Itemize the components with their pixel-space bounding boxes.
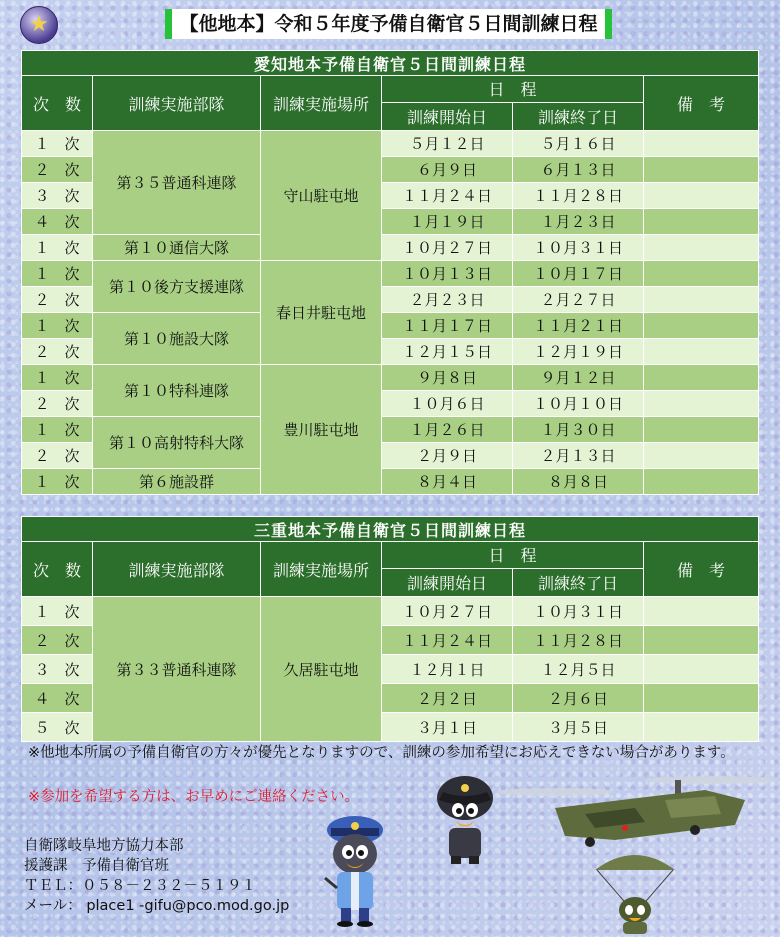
header-schedule: 日 程: [382, 76, 644, 103]
end-date: ２月２７日: [513, 287, 644, 313]
remarks-cell: [644, 713, 759, 742]
remarks-cell: [644, 157, 759, 183]
start-date: １０月６日: [382, 391, 513, 417]
header-schedule: 日 程: [382, 542, 644, 569]
row-count: ２ 次: [22, 157, 93, 183]
unit-cell: 第１０通信大隊: [93, 235, 261, 261]
end-date: １０月３１日: [513, 597, 644, 626]
remarks-cell: [644, 417, 759, 443]
start-date: ９月８日: [382, 365, 513, 391]
emblem-icon: ★: [20, 6, 58, 44]
remarks-cell: [644, 443, 759, 469]
end-date: ３月５日: [513, 713, 644, 742]
start-date: １１月２４日: [382, 183, 513, 209]
header-remarks: 備 考: [644, 76, 759, 131]
start-date: ５月１２日: [382, 131, 513, 157]
end-date: ９月１２日: [513, 365, 644, 391]
unit-cell: 第１０特科連隊: [93, 365, 261, 417]
end-date: １月２３日: [513, 209, 644, 235]
row-count: ２ 次: [22, 391, 93, 417]
contact-tel: ＴＥＬ：０５８－２３２－５１９１: [24, 878, 256, 894]
row-count: １ 次: [22, 235, 93, 261]
start-date: １０月２７日: [382, 597, 513, 626]
mie-schedule-table: [21, 516, 759, 742]
end-date: １２月１９日: [513, 339, 644, 365]
contact-dept: 援護課 予備自衛官班: [24, 858, 169, 874]
contact-block: [24, 836, 289, 916]
remarks-cell: [644, 655, 759, 684]
remarks-cell: [644, 131, 759, 157]
end-date: ８月８日: [513, 469, 644, 495]
start-date: １２月１５日: [382, 339, 513, 365]
row-count: １ 次: [22, 313, 93, 339]
header-start: 訓練開始日: [382, 568, 513, 596]
remarks-cell: [644, 365, 759, 391]
header-start: 訓練開始日: [382, 102, 513, 130]
header-end: 訓練終了日: [513, 102, 644, 130]
header-remarks: 備 考: [644, 542, 759, 597]
end-date: １月３０日: [513, 417, 644, 443]
start-date: ２月９日: [382, 443, 513, 469]
header-count: 次 数: [22, 76, 93, 131]
start-date: １１月２４日: [382, 626, 513, 655]
start-date: ３月１日: [382, 713, 513, 742]
start-date: ２月２日: [382, 684, 513, 713]
row-count: ２ 次: [22, 339, 93, 365]
row-count: １ 次: [22, 365, 93, 391]
contact-early-note: ※参加を希望する方は、お早めにご連絡ください。: [28, 789, 360, 805]
place-cell: 守山駐屯地: [261, 131, 382, 261]
contact-mail: メール： place1 -gifu@pco.mod.go.jp: [24, 898, 290, 914]
end-date: ５月１６日: [513, 131, 644, 157]
unit-cell: 第３３普通科連隊: [93, 597, 261, 742]
priority-note: ※他地本所属の予備自衛官の方々が優先となりますので、訓練の参加希望にお応えできない場合があります。: [28, 745, 735, 761]
remarks-cell: [644, 597, 759, 626]
page-title: 【他地本】令和５年度予備自衛官５日間訓練日程: [165, 9, 612, 39]
row-count: １ 次: [22, 261, 93, 287]
aichi-schedule-table: [21, 50, 759, 495]
unit-cell: 第３５普通科連隊: [93, 131, 261, 235]
unit-cell: 第１０高射特科大隊: [93, 417, 261, 469]
end-date: １０月３１日: [513, 235, 644, 261]
remarks-cell: [644, 391, 759, 417]
remarks-cell: [644, 261, 759, 287]
header-count: 次 数: [22, 542, 93, 597]
end-date: １１月２８日: [513, 626, 644, 655]
unit-cell: 第１０施設大隊: [93, 313, 261, 365]
row-count: ５ 次: [22, 713, 93, 742]
row-count: ４ 次: [22, 684, 93, 713]
start-date: １０月２７日: [382, 235, 513, 261]
row-count: ２ 次: [22, 626, 93, 655]
start-date: １０月１３日: [382, 261, 513, 287]
place-cell: 豊川駐屯地: [261, 365, 382, 495]
remarks-cell: [644, 339, 759, 365]
row-count: ３ 次: [22, 183, 93, 209]
row-count: ２ 次: [22, 443, 93, 469]
end-date: ２月１３日: [513, 443, 644, 469]
mascot-police-icon: [315, 808, 395, 928]
end-date: １１月２８日: [513, 183, 644, 209]
start-date: １月２６日: [382, 417, 513, 443]
remarks-cell: [644, 469, 759, 495]
end-date: ６月１３日: [513, 157, 644, 183]
end-date: １０月１７日: [513, 261, 644, 287]
start-date: ６月９日: [382, 157, 513, 183]
row-count: １ 次: [22, 417, 93, 443]
header-place: 訓練実施場所: [261, 542, 382, 597]
start-date: ８月４日: [382, 469, 513, 495]
remarks-cell: [644, 287, 759, 313]
row-count: １ 次: [22, 597, 93, 626]
end-date: ２月６日: [513, 684, 644, 713]
remarks-cell: [644, 209, 759, 235]
contact-org: 自衛隊岐阜地方協力本部: [24, 838, 184, 854]
header-unit: 訓練実施部隊: [93, 542, 261, 597]
end-date: １２月５日: [513, 655, 644, 684]
row-count: ４ 次: [22, 209, 93, 235]
mie-table-caption: 三重地本予備自衛官５日間訓練日程: [22, 517, 759, 542]
header-unit: 訓練実施部隊: [93, 76, 261, 131]
place-cell: 久居駐屯地: [261, 597, 382, 742]
remarks-cell: [644, 235, 759, 261]
row-count: ２ 次: [22, 287, 93, 313]
start-date: １１月１７日: [382, 313, 513, 339]
header-end: 訓練終了日: [513, 568, 644, 596]
end-date: １０月１０日: [513, 391, 644, 417]
helicopter-paratrooper-icon: [495, 770, 780, 935]
row-count: １ 次: [22, 131, 93, 157]
remarks-cell: [644, 183, 759, 209]
mascot-officer-icon: [425, 770, 505, 870]
header-place: 訓練実施場所: [261, 76, 382, 131]
start-date: ２月２３日: [382, 287, 513, 313]
unit-cell: 第１０後方支援連隊: [93, 261, 261, 313]
remarks-cell: [644, 313, 759, 339]
place-cell: 春日井駐屯地: [261, 261, 382, 365]
unit-cell: 第６施設群: [93, 469, 261, 495]
end-date: １１月２１日: [513, 313, 644, 339]
start-date: １月１９日: [382, 209, 513, 235]
row-count: ３ 次: [22, 655, 93, 684]
remarks-cell: [644, 684, 759, 713]
aichi-table-caption: 愛知地本予備自衛官５日間訓練日程: [22, 51, 759, 76]
row-count: １ 次: [22, 469, 93, 495]
remarks-cell: [644, 626, 759, 655]
start-date: １２月１日: [382, 655, 513, 684]
